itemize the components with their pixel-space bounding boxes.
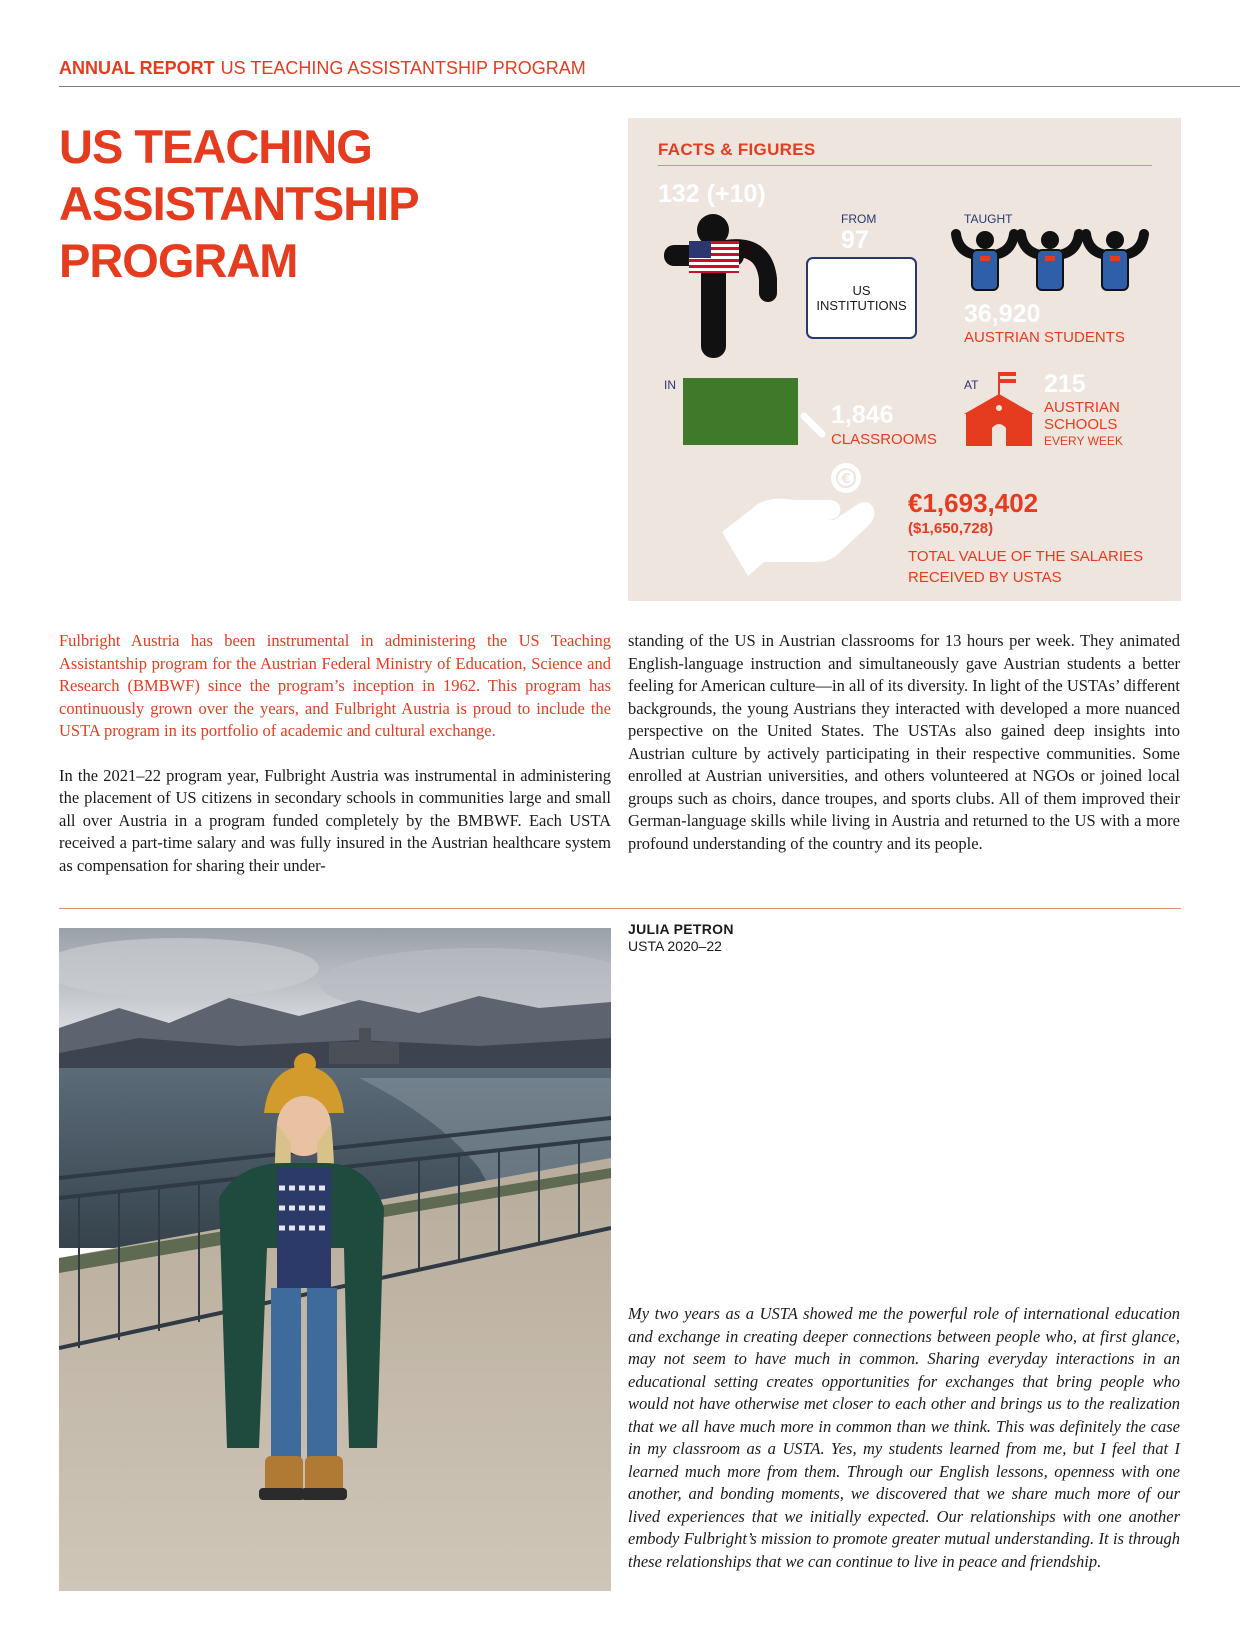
lead-paragraph: Fulbright Austria has been instrumental in administering the US Teaching Assistantship program for the Austrian Federal Ministry of Education, Science and Research (BMBWF) since the program’s inception in 1962. This program has continuously grown over the years, and Fulbright Austria is proud to include the USTA program in its portfolio of academic and cultural exchange. (59, 631, 611, 740)
page-title-line: US TEACHING (59, 120, 372, 173)
body-column-right (628, 630, 1180, 877)
institutions-line: US (852, 283, 871, 298)
students-icon (950, 228, 1150, 293)
facts-heading: FACTS & FIGURES (658, 140, 816, 159)
salary-caption-line: TOTAL VALUE OF THE SALARIES (908, 548, 1144, 565)
euro-symbol: € (841, 472, 851, 487)
classrooms-label: CLASSROOMS (831, 431, 937, 448)
running-header-bold: ANNUAL REPORT (59, 58, 215, 78)
hand-coin-icon (718, 458, 898, 578)
institutions-box (806, 257, 917, 339)
testimonial-role: USTA 2020–22 (628, 938, 722, 954)
portrait-photo (59, 928, 611, 1591)
schools-count: 215 (1044, 370, 1086, 398)
running-header (59, 58, 586, 79)
schools-line: SCHOOLS (1044, 416, 1118, 433)
at-label: AT (964, 378, 979, 392)
classrooms-count: 1,846 (831, 401, 894, 429)
from-label: FROM (841, 212, 877, 226)
page-title-line: PROGRAM (59, 234, 298, 287)
person-flag-icon (656, 213, 786, 363)
chalkboard-icon (683, 378, 798, 445)
students-count: 36,920 (964, 300, 1041, 328)
in-label: IN (664, 378, 676, 392)
facts-divider (658, 165, 1152, 166)
page-title (59, 118, 419, 289)
testimonial-quote: My two years as a USTA showed me the powerful role of international education and exchange in creating deeper connections between people who, at first glance, may not seem to have much in common. Sharing everyday interactions in an educational setting creates opportunities for exchanges that bring people who would not have otherwise met closer to each other and brings us to the realization that we all have much more in common than we think. This was definitely the case in my classroom as a USTA. Yes, my students learned from me, but I feel that I learned much more from them. Through our English lessons, openness with one another, and bonding moments, we discovered that we share much more of our lived experiences that we initially expected. Our relationships with one another embody Fulbright’s mission to promote greater mutual understanding. It is through these relationships that we can continue to live in peace and friendship. (628, 1304, 1180, 1571)
testimonial-name: JULIA PETRON (628, 921, 734, 937)
students-label: AUSTRIAN STUDENTS (964, 329, 1125, 346)
schools-line: AUSTRIAN (1044, 399, 1120, 416)
usta-count: 132 (+10) (658, 180, 766, 208)
header-divider (59, 86, 1240, 87)
salary-caption-line: RECEIVED BY USTAS (908, 569, 1062, 586)
taught-label: TAUGHT (964, 212, 1013, 226)
salary-caption (908, 546, 1143, 588)
schools-line: EVERY WEEK (1044, 434, 1123, 448)
section-divider (59, 908, 1181, 909)
institutions-line: INSTITUTIONS (816, 298, 907, 313)
facts-figures-panel (628, 118, 1181, 601)
institutions-count: 97 (841, 226, 869, 254)
page-title-line: ASSISTANTSHIP (59, 177, 419, 230)
salary-usd: ($1,650,728) (908, 520, 994, 537)
body-paragraph: In the 2021–22 program year, Fulbright Austria was instrumental in administering the placement of US citizens in secondary schools in communities large and small all over Austria in a program funded completely by the BMBWF. Each USTA received a part-time salary and was fully insured in the Austrian healthcare system as compensation for sharing their under- (59, 765, 611, 875)
body-paragraph: standing of the US in Austrian classrooms for 13 hours per week. They animated English-language instruction and simultaneously gave Austrian students a better feeling for American culture—in all of its diversity. In light of the USTAs’ different backgrounds, the young Austrians they interacted with developed a more nuanced perspective on the United States. The USTAs also gained deep insights into Austrian culture by actively participating in their respective communities. Some enrolled at Austrian universities, and others volunteered at NGOs or joined local groups such as choirs, dance troupes, and sports clubs. All of them improved their German-language skills while living in Austria and returned to the US with a more profound understanding of the country and its people. (628, 631, 1180, 853)
body-column-left (59, 630, 611, 899)
running-header-title: US TEACHING ASSISTANTSHIP PROGRAM (220, 58, 586, 78)
salary-euro: €1,693,402 (908, 488, 1039, 518)
school-icon (962, 370, 1038, 448)
